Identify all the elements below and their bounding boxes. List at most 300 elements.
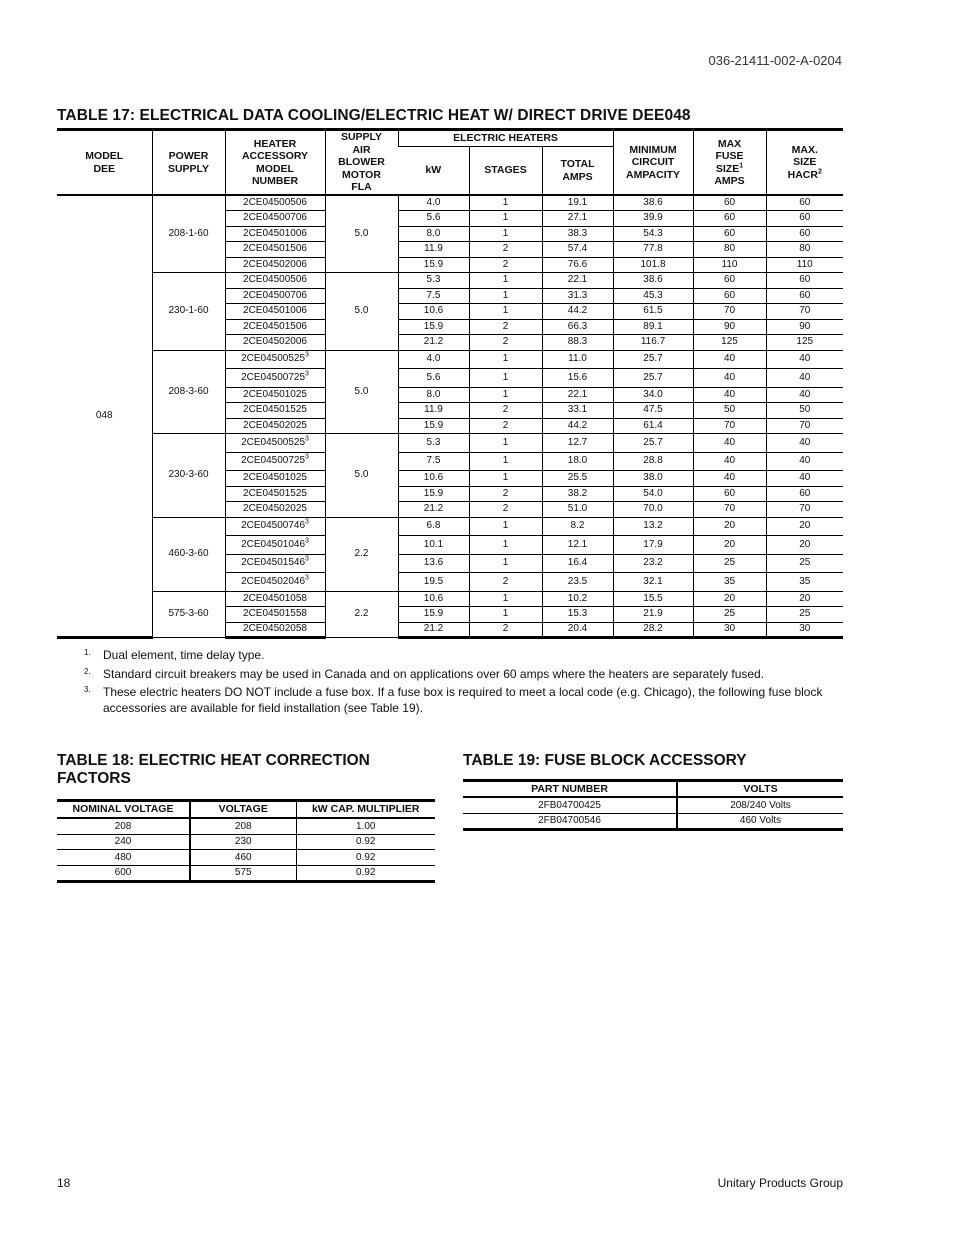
min-ampacity-cell: 101.8 [613, 257, 693, 273]
footnote-mark: 2. [84, 666, 91, 676]
part-number-cell: 2FB04700425 [463, 797, 677, 813]
kw-cell: 4.0 [398, 350, 469, 369]
max-fuse-cell: 40 [693, 350, 766, 369]
kw-cell: 11.9 [398, 242, 469, 258]
footnote-mark: 3. [84, 685, 91, 694]
total-amps-cell: 88.3 [542, 335, 613, 351]
min-ampacity-cell: 34.0 [613, 387, 693, 403]
min-ampacity-cell: 25.7 [613, 350, 693, 369]
footnote-3-ref: 3 [305, 574, 309, 582]
stages-cell: 2 [469, 319, 542, 335]
total-amps-cell: 31.3 [542, 288, 613, 304]
footnote-3-ref: 3 [305, 370, 309, 378]
header-max-fuse-line4: AMPS [714, 175, 745, 187]
stages-cell: 1 [469, 554, 542, 573]
table-row [57, 850, 435, 866]
min-ampacity-cell: 23.2 [613, 554, 693, 573]
table-18-title: TABLE 18: ELECTRIC HEAT CORRECTION FACTORS [57, 752, 370, 787]
header-blower-fla [325, 130, 398, 196]
total-amps-cell: 23.5 [542, 573, 613, 592]
stages-cell: 1 [469, 288, 542, 304]
multiplier-cell: 0.92 [296, 834, 435, 850]
total-amps-cell: 44.2 [542, 304, 613, 320]
power-supply-cell: 230-1-60 [152, 273, 225, 351]
min-ampacity-cell: 38.6 [613, 273, 693, 289]
volts-cell: 208/240 Volts [677, 797, 843, 813]
max-fuse-cell: 60 [693, 273, 766, 289]
stages-cell: 2 [469, 486, 542, 502]
total-amps-cell: 27.1 [542, 211, 613, 227]
heater-model-cell [225, 471, 325, 487]
voltage-cell: 575 [190, 865, 296, 882]
stages-cell: 2 [469, 622, 542, 638]
power-supply-cell: 208-1-60 [152, 195, 225, 273]
header-line: HEATER [253, 137, 297, 150]
header-line: SUPPLY [167, 162, 210, 175]
header-line: BLOWER [338, 156, 385, 169]
stages-cell: 2 [469, 502, 542, 518]
heater-model-cell [225, 434, 325, 453]
heater-model-cell [225, 242, 325, 258]
kw-cell: 5.6 [398, 369, 469, 388]
footnote-3-ref: 3 [305, 435, 309, 443]
max-fuse-cell: 70 [693, 502, 766, 518]
heater-model-cell [225, 369, 325, 388]
heater-model-cell [225, 486, 325, 502]
stages-cell: 1 [469, 195, 542, 211]
total-amps-cell: 11.0 [542, 350, 613, 369]
max-hacr-cell: 60 [766, 288, 843, 304]
max-hacr-cell: 80 [766, 242, 843, 258]
min-ampacity-cell: 54.3 [613, 226, 693, 242]
stages-cell: 2 [469, 403, 542, 419]
heater-model-cell [225, 418, 325, 434]
total-amps-cell: 76.6 [542, 257, 613, 273]
min-ampacity-cell: 39.9 [613, 211, 693, 227]
blower-fla-cell: 5.0 [325, 273, 398, 351]
total-amps-cell: 18.0 [542, 452, 613, 471]
footnote-mark: 1. [84, 648, 91, 657]
footnote-2-ref: 2 [817, 168, 822, 176]
table-19-title: TABLE 19: FUSE BLOCK ACCESSORY [463, 752, 747, 769]
max-hacr-cell: 60 [766, 486, 843, 502]
min-ampacity-cell: 28.2 [613, 622, 693, 638]
heater-model-cell [225, 350, 325, 369]
max-hacr-cell: 35 [766, 573, 843, 592]
min-ampacity-cell: 32.1 [613, 573, 693, 592]
stages-cell: 2 [469, 418, 542, 434]
heater-model-cell [225, 304, 325, 320]
table-row [57, 350, 843, 369]
heater-model-cell [225, 335, 325, 351]
header-line: MINIMUM [629, 143, 677, 156]
max-hacr-cell: 125 [766, 335, 843, 351]
header-line: DEE [93, 162, 116, 175]
max-hacr-cell: 25 [766, 607, 843, 623]
kw-cell: 8.0 [398, 387, 469, 403]
stages-cell: 2 [469, 242, 542, 258]
min-ampacity-cell: 25.7 [613, 369, 693, 388]
table-row [57, 273, 843, 289]
header-model [57, 130, 152, 196]
table-17-electrical-data [57, 128, 843, 639]
multiplier-cell: 1.00 [296, 818, 435, 834]
header-max-fuse-line2: FUSE [715, 150, 744, 162]
stages-cell: 1 [469, 591, 542, 607]
footnote-3-ref: 3 [305, 518, 309, 526]
footnote-text: Standard circuit breakers may be used in Canada and on applications over 60 amps where the heaters are separately fused. [103, 666, 765, 681]
max-fuse-cell: 90 [693, 319, 766, 335]
min-ampacity-cell: 89.1 [613, 319, 693, 335]
header-line: POWER [168, 150, 209, 162]
power-supply-cell: 230-3-60 [152, 434, 225, 518]
t18-header-voltage: VOLTAGE [190, 801, 296, 819]
stages-cell: 1 [469, 607, 542, 623]
min-ampacity-cell: 70.0 [613, 502, 693, 518]
max-fuse-cell: 40 [693, 452, 766, 471]
voltage-cell: 208 [190, 818, 296, 834]
heater-model-number: 2CE04501525 [243, 487, 307, 499]
footnote [84, 648, 824, 664]
header-max-hacr-line2: SIZE [793, 156, 817, 169]
table-17-footnotes [84, 648, 824, 719]
table-19-body [463, 797, 843, 830]
table-row [57, 818, 435, 834]
heater-model-number: 2CE04501006 [243, 227, 307, 239]
total-amps-cell: 16.4 [542, 554, 613, 573]
max-hacr-cell: 20 [766, 591, 843, 607]
min-ampacity-cell: 61.5 [613, 304, 693, 320]
kw-cell: 5.3 [398, 273, 469, 289]
header-min-ampacity [613, 130, 693, 196]
total-amps-cell: 8.2 [542, 517, 613, 536]
min-ampacity-cell: 77.8 [613, 242, 693, 258]
t19-header-part-number: PART NUMBER [463, 781, 677, 798]
page-number: 18 [57, 1176, 71, 1190]
heater-model-number: 2CE04500525 [241, 353, 306, 365]
max-hacr-cell: 40 [766, 387, 843, 403]
heater-model-cell [225, 211, 325, 227]
heater-model-cell [225, 226, 325, 242]
heater-model-number: 2CE04501506 [243, 320, 307, 332]
kw-cell: 10.6 [398, 304, 469, 320]
blower-fla-cell: 5.0 [325, 434, 398, 518]
kw-cell: 7.5 [398, 288, 469, 304]
stages-cell: 1 [469, 211, 542, 227]
heater-model-cell [225, 573, 325, 592]
total-amps-cell: 33.1 [542, 403, 613, 419]
kw-cell: 15.9 [398, 486, 469, 502]
table-row [57, 195, 843, 211]
max-hacr-cell: 50 [766, 403, 843, 419]
footnote-3-ref: 3 [305, 537, 309, 545]
table-row [463, 813, 843, 830]
max-fuse-cell: 60 [693, 486, 766, 502]
header-stages: STAGES [469, 147, 542, 196]
max-fuse-cell: 20 [693, 517, 766, 536]
kw-cell: 21.2 [398, 622, 469, 638]
blower-fla-cell: 2.2 [325, 591, 398, 638]
multiplier-cell: 0.92 [296, 850, 435, 866]
blower-fla-cell: 5.0 [325, 195, 398, 273]
nominal-voltage-cell: 240 [57, 834, 190, 850]
table-row [463, 797, 843, 813]
heater-model-number: 2CE04501046 [241, 538, 306, 550]
kw-cell: 10.1 [398, 536, 469, 555]
header-max-fuse-line1: MAX [717, 137, 742, 150]
heater-model-number: 2CE04502025 [243, 419, 307, 431]
max-fuse-cell: 30 [693, 622, 766, 638]
max-hacr-cell: 40 [766, 452, 843, 471]
total-amps-cell: 12.1 [542, 536, 613, 555]
kw-cell: 5.6 [398, 211, 469, 227]
kw-cell: 11.9 [398, 403, 469, 419]
min-ampacity-cell: 13.2 [613, 517, 693, 536]
footnote [84, 685, 824, 716]
stages-cell: 1 [469, 452, 542, 471]
header-line: ACCESSORY [241, 150, 309, 162]
footnote-text: Dual element, time delay type. [103, 648, 265, 662]
max-hacr-cell: 25 [766, 554, 843, 573]
total-amps-cell: 20.4 [542, 622, 613, 638]
heater-model-number: 2CE04501506 [243, 243, 307, 255]
heater-model-cell [225, 273, 325, 289]
stages-cell: 2 [469, 257, 542, 273]
header-line: MODEL [85, 150, 124, 162]
header-power-supply [152, 130, 225, 196]
heater-model-number: 2CE04500506 [243, 274, 307, 286]
document-number: 036-21411-002-A-0204 [708, 53, 842, 68]
kw-cell: 7.5 [398, 452, 469, 471]
stages-cell: 1 [469, 304, 542, 320]
table-17-body [57, 195, 843, 638]
header-line: FLA [351, 181, 372, 194]
max-fuse-cell: 25 [693, 554, 766, 573]
max-hacr-cell: 60 [766, 195, 843, 211]
max-fuse-cell: 80 [693, 242, 766, 258]
heater-model-cell [225, 387, 325, 403]
nominal-voltage-cell: 480 [57, 850, 190, 866]
header-max-hacr [766, 130, 843, 196]
publisher-footer: Unitary Products Group [717, 1176, 843, 1190]
max-fuse-cell: 20 [693, 536, 766, 555]
table-18-correction-factors [57, 799, 435, 883]
heater-model-cell [225, 622, 325, 638]
header-total-amps [542, 147, 613, 196]
header-line: NUMBER [251, 175, 299, 187]
heater-model-cell [225, 536, 325, 555]
min-ampacity-cell: 25.7 [613, 434, 693, 453]
kw-cell: 21.2 [398, 502, 469, 518]
table-row [57, 865, 435, 882]
total-amps-cell: 25.5 [542, 471, 613, 487]
max-hacr-cell: 20 [766, 517, 843, 536]
footnote-text: These electric heaters DO NOT include a fuse box. If a fuse box is required to meet a local code (e.g. Chicago), the following fuse block accessories are available for field installation (see Table 19). [103, 685, 823, 715]
max-hacr-cell: 90 [766, 319, 843, 335]
kw-cell: 15.9 [398, 257, 469, 273]
total-amps-cell: 15.3 [542, 607, 613, 623]
min-ampacity-cell: 38.6 [613, 195, 693, 211]
max-fuse-cell: 125 [693, 335, 766, 351]
heater-model-number: 2CE04500706 [243, 289, 307, 301]
stages-cell: 1 [469, 273, 542, 289]
max-fuse-cell: 25 [693, 607, 766, 623]
heater-model-cell [225, 195, 325, 211]
kw-cell: 8.0 [398, 226, 469, 242]
max-fuse-cell: 40 [693, 369, 766, 388]
max-hacr-cell: 60 [766, 211, 843, 227]
total-amps-cell: 44.2 [542, 418, 613, 434]
min-ampacity-cell: 47.5 [613, 403, 693, 419]
header-kw: kW [398, 147, 469, 196]
heater-model-cell [225, 554, 325, 573]
stages-cell: 1 [469, 387, 542, 403]
model-cell: 048 [57, 195, 152, 638]
max-hacr-cell: 30 [766, 622, 843, 638]
blower-fla-cell: 5.0 [325, 350, 398, 434]
min-ampacity-cell: 116.7 [613, 335, 693, 351]
heater-model-cell [225, 502, 325, 518]
kw-cell: 15.9 [398, 607, 469, 623]
stages-cell: 1 [469, 517, 542, 536]
max-hacr-cell: 60 [766, 226, 843, 242]
kw-cell: 15.9 [398, 418, 469, 434]
heater-model-cell [225, 403, 325, 419]
heater-model-number: 2CE04502025 [243, 503, 307, 515]
footnote-1-ref: 1 [739, 162, 744, 169]
table-17-title: TABLE 17: ELECTRICAL DATA COOLING/ELECTRIC HEAT W/ DIRECT DRIVE DEE048 [57, 107, 691, 124]
kw-cell: 4.0 [398, 195, 469, 211]
min-ampacity-cell: 21.9 [613, 607, 693, 623]
min-ampacity-cell: 15.5 [613, 591, 693, 607]
total-amps-cell: 22.1 [542, 273, 613, 289]
stages-cell: 1 [469, 471, 542, 487]
stages-cell: 1 [469, 434, 542, 453]
heater-model-number: 2CE04502058 [243, 623, 307, 635]
kw-cell: 15.9 [398, 319, 469, 335]
min-ampacity-cell: 45.3 [613, 288, 693, 304]
power-supply-cell: 208-3-60 [152, 350, 225, 434]
heater-model-number: 2CE04500746 [241, 520, 306, 532]
total-amps-cell: 12.7 [542, 434, 613, 453]
heater-model-number: 2CE04501006 [243, 305, 307, 317]
total-amps-cell: 19.1 [542, 195, 613, 211]
heater-model-number: 2CE04500525 [241, 436, 306, 448]
kw-cell: 6.8 [398, 517, 469, 536]
header-line: MODEL [256, 162, 294, 175]
heater-model-number: 2CE04501558 [243, 608, 307, 620]
max-hacr-cell: 40 [766, 369, 843, 388]
max-fuse-cell: 70 [693, 418, 766, 434]
heater-model-number: 2CE04501025 [243, 388, 307, 400]
table-row [57, 834, 435, 850]
kw-cell: 21.2 [398, 335, 469, 351]
min-ampacity-cell: 38.0 [613, 471, 693, 487]
header-line: SUPPLY [340, 131, 383, 144]
footnote-3-ref: 3 [305, 555, 309, 563]
header-electric-heaters: ELECTRIC HEATERS [398, 130, 613, 147]
stages-cell: 1 [469, 226, 542, 242]
max-fuse-cell: 40 [693, 387, 766, 403]
table-19-fuse-block [463, 779, 843, 831]
heater-model-number: 2CE04501546 [241, 557, 306, 569]
header-line: AMPS [562, 170, 593, 183]
nominal-voltage-cell: 208 [57, 818, 190, 834]
heater-model-cell [225, 607, 325, 623]
total-amps-cell: 57.4 [542, 242, 613, 258]
max-fuse-cell: 40 [693, 434, 766, 453]
heater-model-number: 2CE04500725 [241, 371, 306, 383]
max-hacr-cell: 40 [766, 471, 843, 487]
header-max-fuse [693, 130, 766, 196]
max-fuse-cell: 60 [693, 288, 766, 304]
total-amps-cell: 10.2 [542, 591, 613, 607]
heater-model-number: 2CE04502006 [243, 258, 307, 270]
kw-cell: 10.6 [398, 591, 469, 607]
table-row [57, 434, 843, 453]
max-fuse-cell: 20 [693, 591, 766, 607]
heater-model-cell [225, 319, 325, 335]
total-amps-cell: 66.3 [542, 319, 613, 335]
max-hacr-cell: 60 [766, 273, 843, 289]
header-heater-model [225, 130, 325, 196]
footnote-3-ref: 3 [305, 453, 309, 461]
max-fuse-cell: 50 [693, 403, 766, 419]
header-line: MOTOR [342, 168, 381, 181]
heater-model-cell [225, 517, 325, 536]
heater-model-cell [225, 452, 325, 471]
table-row [57, 591, 843, 607]
nominal-voltage-cell: 600 [57, 865, 190, 882]
voltage-cell: 460 [190, 850, 296, 866]
min-ampacity-cell: 61.4 [613, 418, 693, 434]
stages-cell: 1 [469, 536, 542, 555]
total-amps-cell: 38.2 [542, 486, 613, 502]
header-line: CIRCUIT [631, 156, 675, 169]
t18-header-nominal-voltage: NOMINAL VOLTAGE [57, 801, 190, 819]
volts-cell: 460 Volts [677, 813, 843, 830]
header-max-hacr-line1: MAX. [791, 143, 818, 156]
heater-model-cell [225, 257, 325, 273]
heater-model-number: 2CE04500706 [243, 212, 307, 224]
kw-cell: 5.3 [398, 434, 469, 453]
header-line: AIR [352, 143, 371, 156]
power-supply-cell: 460-3-60 [152, 517, 225, 591]
heater-model-number: 2CE04500725 [241, 455, 306, 467]
max-hacr-cell: 70 [766, 304, 843, 320]
part-number-cell: 2FB04700546 [463, 813, 677, 830]
heater-model-number: 2CE04501025 [243, 472, 307, 484]
kw-cell: 19.5 [398, 573, 469, 592]
power-supply-cell: 575-3-60 [152, 591, 225, 638]
stages-cell: 1 [469, 350, 542, 369]
heater-model-cell [225, 591, 325, 607]
max-hacr-cell: 70 [766, 502, 843, 518]
multiplier-cell: 0.92 [296, 865, 435, 882]
kw-cell: 10.6 [398, 471, 469, 487]
table-row [57, 517, 843, 536]
t19-header-volts: VOLTS [677, 781, 843, 798]
min-ampacity-cell: 28.8 [613, 452, 693, 471]
stages-cell: 2 [469, 573, 542, 592]
total-amps-cell: 15.6 [542, 369, 613, 388]
header-max-hacr-line3: HACR [787, 168, 818, 181]
max-fuse-cell: 35 [693, 573, 766, 592]
total-amps-cell: 22.1 [542, 387, 613, 403]
max-hacr-cell: 40 [766, 350, 843, 369]
footnote-3-ref: 3 [305, 351, 309, 359]
min-ampacity-cell: 54.0 [613, 486, 693, 502]
